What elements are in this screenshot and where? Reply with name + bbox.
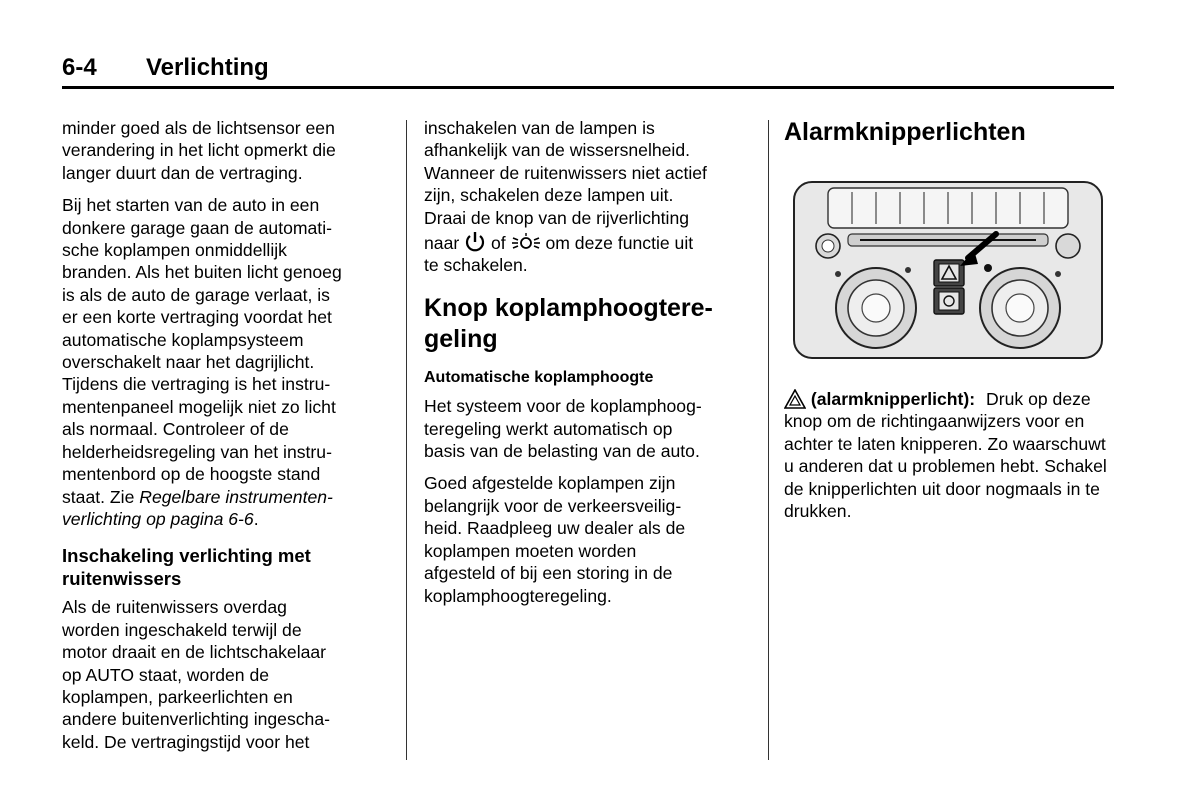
page-number: 6-4	[62, 54, 97, 81]
text-line	[62, 508, 392, 530]
text-line: Inschakeling verlichting met	[62, 545, 311, 567]
dashboard-panel-illustration	[788, 178, 1108, 364]
paragraph	[424, 395, 754, 462]
hazard-description	[784, 388, 1114, 522]
text-line: inschakelen van de lampen is	[424, 118, 655, 138]
text-line: mentenbord op de hoogste stand	[62, 464, 321, 485]
text-line: andere buitenverlichting ingescha-	[62, 709, 330, 730]
text-line: basis van de belasting van de auto.	[424, 441, 700, 462]
minor-heading: Automatische koplamphoogte	[424, 368, 654, 386]
text-line: als normaal. Controleer of de	[62, 419, 289, 440]
section-heading: Alarmknipperlichten	[784, 118, 1026, 146]
paragraph	[62, 117, 392, 184]
text-line	[62, 486, 392, 508]
parking-lamp-icon	[511, 233, 541, 253]
column-divider	[406, 120, 407, 760]
cross-reference[interactable]: Regelbare instrumenten-	[139, 486, 333, 507]
text-line: knipperlichten uit door nogmaals in	[808, 478, 1081, 499]
paragraph	[424, 117, 754, 277]
column-3	[784, 117, 1114, 148]
text-line: Draai de knop van de rijverlichting	[424, 207, 690, 228]
text-line: voor en achter te laten knipperen.	[784, 411, 1085, 454]
text-line: Bij het starten van de auto in een	[62, 195, 320, 216]
section-heading	[424, 293, 754, 355]
paragraph	[62, 596, 392, 753]
text-line: te schakelen.	[424, 255, 528, 276]
text-line: heid. Raadpleeg uw dealer als de	[424, 518, 686, 539]
text-line: Knop koplamphoogtere-	[424, 293, 713, 322]
text-line	[424, 231, 754, 254]
text-line: ruitenwissers	[62, 568, 182, 590]
text-line: zijn, schakelen deze lampen uit.	[424, 185, 674, 206]
text-line	[784, 389, 1053, 409]
text-line: minder goed als de lichtsensor een	[62, 118, 335, 138]
text-line: Wanneer de ruitenwissers niet actief	[424, 162, 707, 183]
column-2	[424, 117, 754, 617]
term-label: (alarmknipperlicht):	[810, 389, 976, 409]
text-span: staat. Zie	[62, 486, 140, 507]
text-line: teregeling werkt automatisch op	[424, 418, 673, 439]
column-1	[62, 117, 392, 763]
text-line: koplamphoogteregeling.	[424, 585, 612, 606]
text-line: donkere garage gaan de automati-	[62, 217, 332, 238]
text-span: Druk op	[986, 389, 1048, 409]
page-header	[62, 52, 1114, 89]
hazard-triangle-icon	[784, 389, 806, 409]
subheading	[62, 544, 392, 590]
power-icon	[464, 231, 486, 253]
text-line: koplampen, parkeerlichten en	[62, 686, 293, 707]
text-line: er een korte vertraging voordat het	[62, 307, 332, 328]
text-line: sche koplampen onmiddellijk	[62, 240, 287, 261]
text-line: Zo waarschuwt u anderen dat u	[784, 433, 1106, 477]
text-line: automatische koplampsysteem	[62, 329, 304, 350]
text-line: geling	[424, 324, 498, 353]
text-span: of	[491, 233, 506, 254]
text-line: Tijdens die vertraging is het instru-	[62, 374, 331, 395]
text-line: verandering in het licht opmerkt die	[62, 140, 336, 161]
text-line: Als de ruitenwissers overdag	[62, 597, 287, 618]
text-line: Het systeem voor de koplamphoog-	[424, 396, 702, 417]
text-span: .	[253, 508, 259, 529]
text-line: motor draait en de lichtschakelaar	[62, 642, 327, 663]
text-line: op AUTO staat, worden de	[62, 664, 270, 685]
text-line: branden. Als het buiten licht genoeg	[62, 262, 342, 283]
text-line: keld. De vertragingstijd voor het	[62, 731, 310, 752]
text-line: te drukken.	[784, 478, 1100, 522]
text-line: overschakelt naar het dagrijlicht.	[62, 352, 315, 373]
text-line: belangrijk voor de verkeersveilig-	[424, 495, 682, 516]
text-line: afhankelijk van de wissersnelheid.	[424, 140, 691, 161]
text-line: afgesteld of bij een storing in de	[424, 563, 673, 584]
text-line: is als de auto de garage verlaat, is	[62, 284, 330, 305]
paragraph	[62, 194, 392, 530]
text-line: problemen hebt. Schakel de	[784, 456, 1107, 499]
text-line: Goed afgestelde koplampen zijn	[424, 473, 676, 494]
cross-reference[interactable]: verlichting op pagina 6-6	[62, 508, 254, 529]
text-span: om deze functie uit	[545, 233, 694, 254]
text-line: worden ingeschakeld terwijl de	[62, 619, 302, 640]
text-span: naar	[424, 233, 460, 254]
text-line: mentenpaneel mogelijk niet zo licht	[62, 396, 336, 417]
section-title: Verlichting	[146, 54, 269, 81]
text-line: langer duurt dan de vertraging.	[62, 162, 303, 183]
text-line: deze knop om de richtingaanwijzers	[784, 389, 1091, 432]
paragraph	[424, 472, 754, 606]
column-divider	[768, 120, 769, 760]
text-line: koplampen moeten worden	[424, 540, 637, 561]
text-line: helderheidsregeling van het instru-	[62, 441, 332, 462]
